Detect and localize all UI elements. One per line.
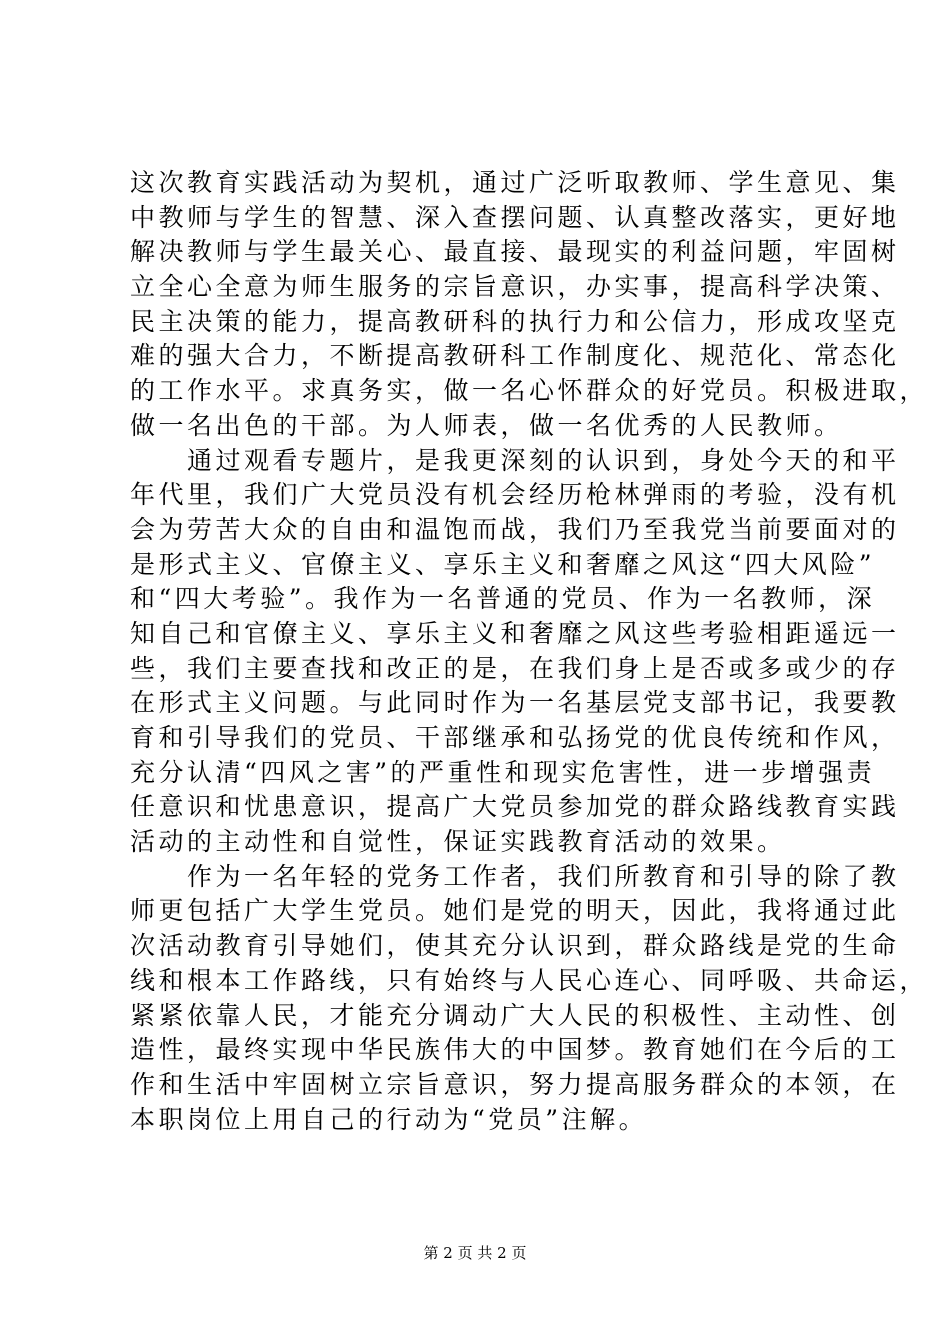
text-line: 造性，最终实现中华民族伟大的中国梦。教育她们在今后的工: [130, 1035, 900, 1065]
text-line: 解决教师与学生最关心、最直接、最现实的利益问题，牢固树: [130, 237, 900, 267]
text-line: 和“四大考验”。我作为一名普通的党员、作为一名教师，深: [130, 584, 876, 614]
text-line: 是形式主义、官僚主义、享乐主义和奢靡之风这“四大风险”: [130, 549, 876, 579]
body-text: [130, 166, 929, 1137]
text-line: 这次教育实践活动为契机，通过广泛听取教师、学生意见、集: [130, 168, 900, 197]
text-line: 通过观看专题片，是我更深刻的认识到，身处今天的和平: [130, 445, 900, 475]
text-line: 线和根本工作路线，只有始终与人民心连心、同呼吸、共命运，: [130, 965, 929, 995]
text-line: 师更包括广大学生党员。她们是党的明天，因此，我将通过此: [130, 896, 900, 926]
text-line: 些，我们主要查找和改正的是，在我们身上是否或多或少的存: [130, 653, 900, 683]
text-line: 本职岗位上用自己的行动为“党员”注解。: [130, 1104, 648, 1134]
text-line: 充分认清“四风之害”的严重性和现实危害性，进一步增强责: [130, 757, 876, 787]
text-line: 年代里，我们广大党员没有机会经历枪林弹雨的考验，没有机: [130, 480, 900, 510]
text-line: 作和生活中牢固树立宗旨意识，努力提高服务群众的本领，在: [130, 1069, 900, 1099]
text-line: 立全心全意为师生服务的宗旨意识，办实事，提高科学决策、: [130, 272, 900, 302]
text-line: 紧紧依靠人民，才能充分调动广大人民的积极性、主动性、创: [130, 1000, 900, 1030]
page-number-footer: 第 2 页 共 2 页: [423, 1244, 527, 1262]
text-line: 在形式主义问题。与此同时作为一名基层党支部书记，我要教: [130, 688, 900, 718]
text-line: 次活动教育引导她们，使其充分认识到，群众路线是党的生命: [130, 931, 900, 961]
text-line: 活动的主动性和自觉性，保证实践教育活动的效果。: [130, 827, 786, 857]
text-line: 中教师与学生的智慧、深入查摆问题、认真整改落实，更好地: [130, 202, 900, 232]
text-line: 作为一名年轻的党务工作者，我们所教育和引导的除了教: [130, 861, 900, 891]
text-line: 民主决策的能力，提高教研科的执行力和公信力，形成攻坚克: [130, 306, 900, 336]
text-line: 任意识和忧患意识，提高广大党员参加党的群众路线教育实践: [130, 792, 900, 822]
text-line: 难的强大合力，不断提高教研科工作制度化、规范化、常态化: [130, 341, 900, 371]
text-line: 做一名出色的干部。为人师表，做一名优秀的人民教师。: [130, 410, 843, 440]
text-line: 知自己和官僚主义、享乐主义和奢靡之风这些考验相距遥远一: [130, 618, 900, 648]
text-line: 的工作水平。求真务实，做一名心怀群众的好党员。积极进取，: [130, 376, 929, 406]
text-line: 育和引导我们的党员、干部继承和弘扬党的优良传统和作风，: [130, 723, 900, 752]
text-line: 会为劳苦大众的自由和温饱而战，我们乃至我党当前要面对的: [130, 514, 900, 544]
